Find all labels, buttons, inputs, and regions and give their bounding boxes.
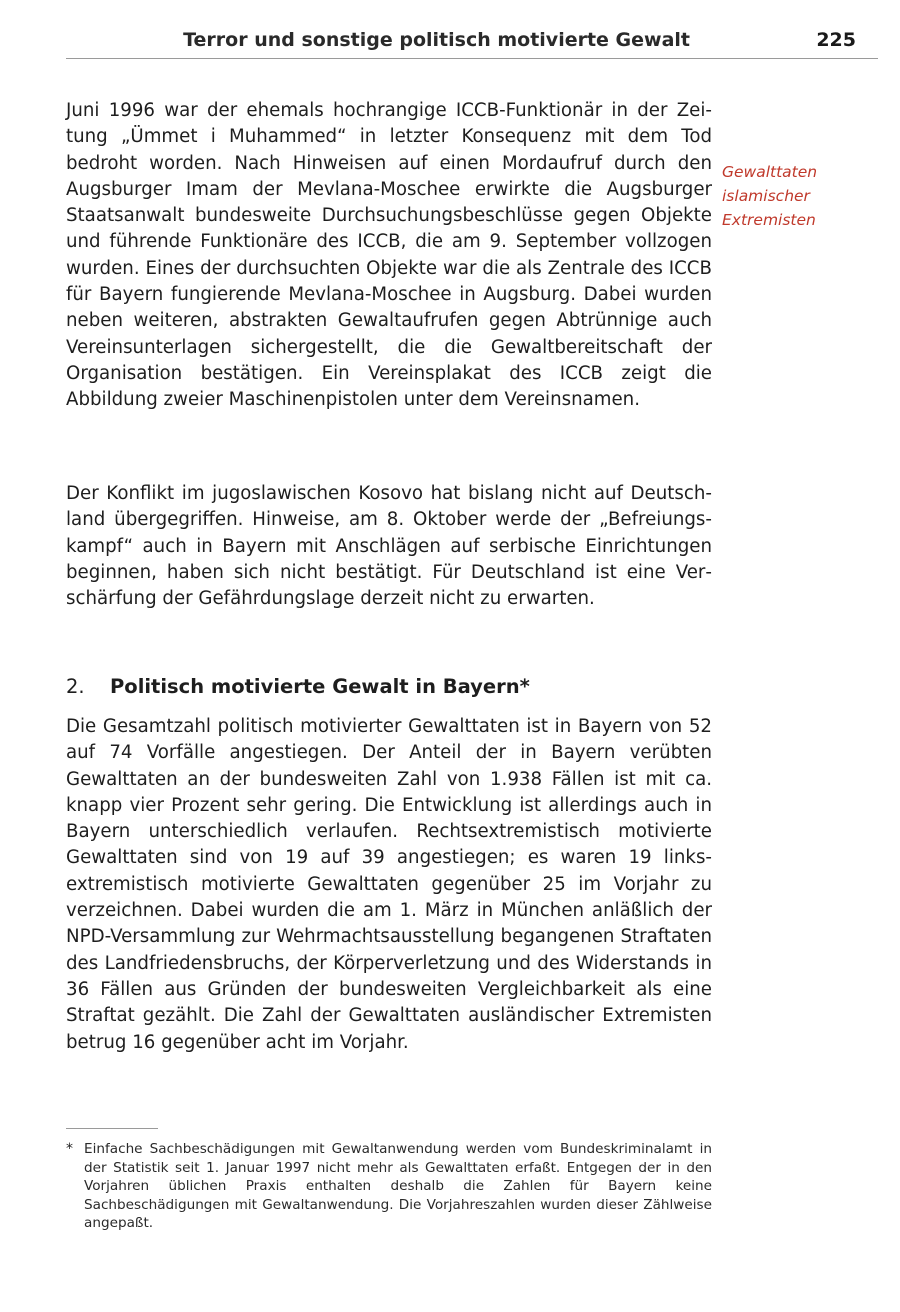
paragraph-iccb: Juni 1996 war der ehemals hochrangige ICCB-Funktionär in der Zeitung „Ümmet i Muhammed“ in letzter Konsequenz mit dem Tod bedroht worden. Nach Hinweisen auf einen Mordaufruf durch den Augsburger Imam der Mevlana-Moschee erwirkte die Augsburger Staatsanwalt bundesweite Durchsuchungsbeschlüsse gegen Objekte und führende Funktionäre des ICCB, die am 9. September vollzogen wurden. Eines der durchsuchten Objekte war die als Zentrale des ICCB für Bayern fungierende Mevlana-Moschee in Augsburg. Dabei wurden neben weiteren, abstrakten Gewaltaufrufen gegen Abtrünnige auch Vereinsunterlagen sichergestellt, die die Gewaltbereitschaft der Organisation bestätigen. Ein Vereinsplakat des ICCB zeigt die Abbildung zweier Maschinenpistolen unter dem Vereinsnamen. <box>66 100 712 411</box>
section-number: 2. <box>66 675 85 698</box>
margin-note-line-1: Gewalttaten <box>722 163 818 181</box>
footnote-rule <box>66 1128 158 1129</box>
page-number: 225 <box>816 29 856 51</box>
margin-note <box>722 160 882 232</box>
paragraph-statistics: Die Gesamtzahl politisch motivierter Gewalttaten ist in Bayern von 52 auf 74 Vorfälle angestiegen. Der Anteil der in Bayern verübten Gewalttaten an der bundesweiten Zahl von 1.938 Fällen ist mit ca. knapp vier Prozent sehr gering. Die Entwicklung ist allerdings auch in Bayern unterschiedlich verlaufen. Rechtsextremistisch motivierte Gewalttaten sind von 19 auf 39 angestiegen; es waren 19 linksextremistisch motivierte Gewalttaten gegenüber 25 im Vorjahr zu verzeichnen. Dabei wurden die am 1. März in München anläßlich der NPD-Versammlung zur Wehrmachtsausstellung begangenen Straftaten des Landfriedensbruchs, der Körperverletzung und des Widerstands in 36 Fällen aus Gründen der bundesweiten Vergleichbarkeit als eine Straftat gezählt. Die Zahl der Gewalttaten ausländischer Extremisten betrug 16 gegenüber acht im Vorjahr. <box>66 716 712 1053</box>
footnote-text: Einfache Sachbeschädigungen mit Gewaltanwendung werden vom Bundeskriminalamt in der Statistik seit 1. Januar 1997 nicht mehr als Gewalttaten erfaßt. Entgegen der in den Vorjahren üblichen Praxis enthalten deshalb die Zahlen für Bayern keine Sachbeschädigungen mit Gewaltanwendung. Die Vorjahreszahlen wurden dieser Zählweise angepaßt. <box>84 1141 712 1232</box>
footnote <box>66 1140 712 1233</box>
margin-note-line-3: Extremisten <box>722 211 816 229</box>
running-header <box>66 26 878 59</box>
section-heading <box>66 674 530 700</box>
margin-note-line-2: islamischer <box>722 187 810 205</box>
section-title: Politisch motivierte Gewalt in Bayern* <box>110 675 530 698</box>
paragraph-kosovo: Der Konflikt im jugoslawischen Kosovo hat bislang nicht auf Deutschland übergegriffen. Hinweise, am 8. Oktober werde der „Befreiungskampf“ auch in Bayern mit Anschlägen auf serbische Einrichtungen beginnen, haben sich nicht bestätigt. Für Deutschland ist eine Verschärfung der Gefährdungslage derzeit nicht zu erwarten. <box>66 483 712 610</box>
footnote-marker: * <box>66 1141 73 1157</box>
running-title: Terror und sonstige politisch motivierte Gewalt <box>183 29 690 51</box>
